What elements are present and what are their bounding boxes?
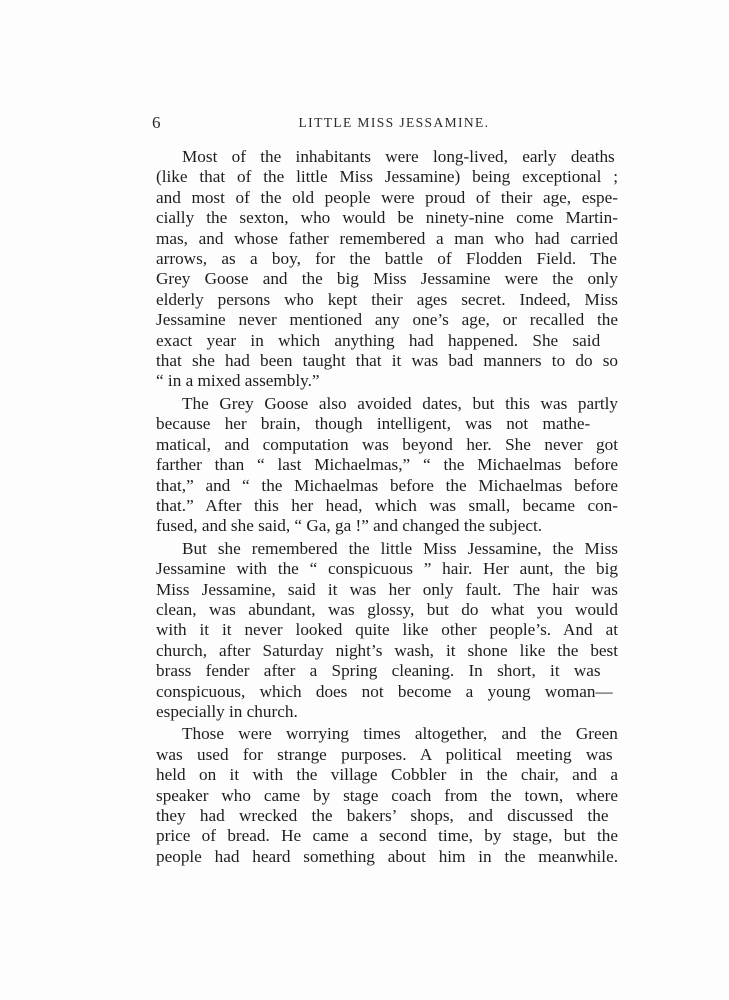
text-line: elderly persons who kept their ages secret. Indeed, Miss (156, 289, 618, 309)
text-line: Jessamine with the “ conspicuous ” hair. Her aunt, the big (156, 559, 618, 579)
text-line: was used for strange purposes. A political meeting was (156, 744, 613, 764)
text-line: price of bread. He came a second time, by stage, but the (156, 826, 618, 846)
text-line: cially the sexton, who would be ninety-nine come Martin- (156, 208, 618, 228)
text-line: especially in church. (156, 701, 298, 721)
text-line: “ in a mixed assembly.” (156, 371, 320, 391)
running-head: LITTLE MISS JESSAMINE. (298, 115, 490, 130)
text-line: arrows, as a boy, for the battle of Flodden Field. The (156, 249, 617, 269)
text-line: clean, was abundant, was glossy, but do what you would (156, 599, 618, 619)
paragraph (156, 394, 618, 537)
text-line: Grey Goose and the big Miss Jessamine were the only (156, 269, 618, 289)
text-line: matical, and computation was beyond her. She never got (156, 434, 618, 454)
text-line: brass fender after a Spring cleaning. In short, it was (156, 661, 601, 681)
text-line: that.” After this her head, which was small, became con- (156, 495, 618, 515)
paragraph (156, 724, 618, 867)
text-line: exact year in which anything had happened. She said (156, 330, 601, 350)
text-line: (like that of the little Miss Jessamine) being exceptional ; (156, 167, 618, 187)
paragraph (156, 539, 618, 723)
text-line: because her brain, though intelligent, was not mathe- (156, 414, 591, 434)
text-line: that,” and “ the Michaelmas before the Michaelmas before (156, 475, 618, 495)
body-text (156, 147, 618, 869)
text-line: speaker who came by stage coach from the town, where (156, 785, 618, 805)
text-line: farther than “ last Michaelmas,” “ the Michaelmas before (156, 455, 618, 475)
page-number: 6 (152, 113, 161, 132)
text-line: But she remembered the little Miss Jessamine, the Miss (182, 538, 618, 558)
text-line: Miss Jessamine, said it was her only fault. The hair was (156, 579, 618, 599)
text-line: The Grey Goose also avoided dates, but this was partly (182, 393, 618, 413)
text-line: people had heard something about him in the meanwhile. (156, 846, 618, 866)
paragraph (156, 147, 618, 392)
text-line: fused, and she said, “ Ga, ga !” and changed the subject. (156, 516, 543, 536)
text-line: Most of the inhabitants were long-lived, early deaths (182, 147, 615, 166)
text-line: they had wrecked the bakers’ shops, and discussed the (156, 806, 609, 825)
text-line: and most of the old people were proud of their age, espe- (156, 187, 618, 207)
text-line: mas, and whose father remembered a man who had carried (156, 228, 618, 248)
text-line: conspicuous, which does not become a young woman— (156, 681, 613, 701)
text-line: with it it never looked quite like other people’s. And at (156, 620, 618, 640)
text-line: church, after Saturday night’s wash, it shone like the best (156, 640, 618, 660)
text-line: held on it with the village Cobbler in the chair, and a (156, 765, 618, 785)
text-line: Jessamine never mentioned any one’s age, or recalled the (156, 310, 618, 330)
text-line: that she had been taught that it was bad manners to do so (156, 351, 618, 371)
text-line: Those were worrying times altogether, and the Green (182, 724, 618, 744)
page-header (152, 113, 618, 135)
